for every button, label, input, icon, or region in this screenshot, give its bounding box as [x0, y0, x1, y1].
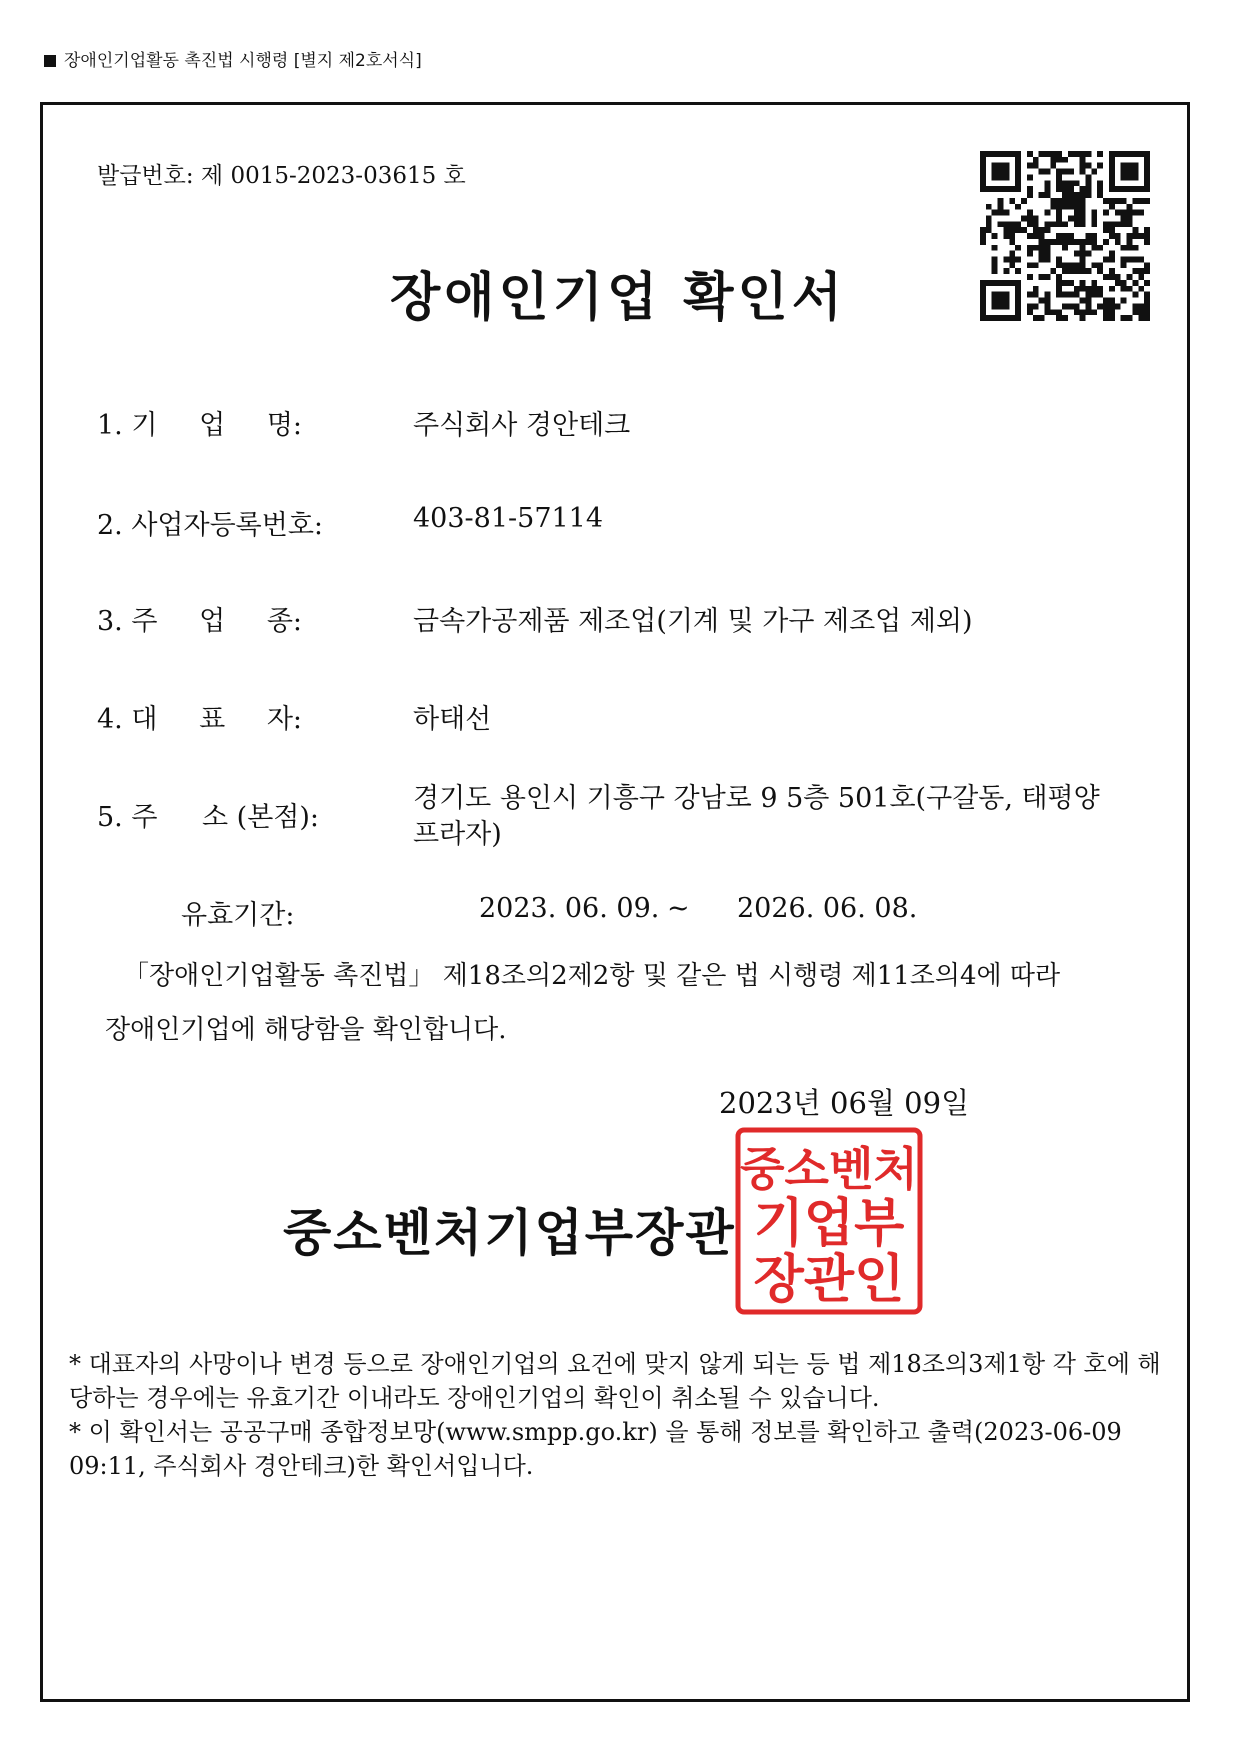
validity-end: 2026. 06. 08. [737, 893, 918, 924]
form-label-text: 장애인기업활동 촉진법 시행령 [별지 제2호서식] [64, 51, 422, 71]
field-label: 표 [199, 704, 226, 735]
form-label [44, 46, 422, 71]
field-business-type [97, 599, 973, 638]
field-label: 3. 주 [97, 606, 158, 637]
validity-tilde: ~ [667, 893, 690, 924]
seal-text-row: 장관인 [753, 1250, 905, 1310]
field-representative [97, 697, 492, 736]
issue-number: 발급번호: 제 0015-2023-03615 호 [97, 163, 466, 189]
field-label: 업 [199, 410, 226, 441]
validity-start: 2023. 06. 09. [479, 893, 660, 924]
official-seal [733, 1125, 925, 1317]
field-value: 금속가공제품 제조업(기계 및 가구 제조업 제외) [413, 606, 973, 637]
validity-label: 유효기간: [181, 900, 295, 931]
confirmation-line-1: 「장애인기업활동 촉진법」 제18조의2제2항 및 같은 법 시행령 제11조의4에 따라 [123, 961, 1061, 991]
field-label: 4. 대 [97, 704, 158, 735]
certificate-frame [40, 102, 1190, 1702]
field-value: 경기도 용인시 기흥구 강남로 9 5층 501호(구갈동, 태평양프라자) [413, 783, 1100, 850]
document-title: 장애인기업 확인서 [390, 267, 846, 328]
field-label: 자: [266, 704, 302, 735]
footnote: * 이 확인서는 공공구매 종합정보망(www.smpp.go.kr) 을 통해 정보를 확인하고 출력(2023-06-09 09:11, 주식회사 경안테크)한 확인서입니다. [69, 1418, 1122, 1480]
field-label: 명: [266, 410, 302, 441]
field-label: 5. 주 [97, 802, 158, 833]
field-label: 2. 사업자등록번호: [97, 510, 324, 541]
field-label: 1. 기 [97, 410, 158, 441]
square-bullet-icon [44, 55, 56, 67]
field-company-name [97, 403, 631, 442]
field-business-number [97, 503, 604, 542]
field-address [97, 783, 1100, 850]
field-label: 소 (본점): [202, 802, 319, 833]
issuer-name: 중소벤처기업부장관 [283, 1203, 736, 1262]
footnote: * 대표자의 사망이나 변경 등으로 장애인기업의 요건에 맞지 않게 되는 등 법 제18조의3제1항 각 호에 해당하는 경우에는 유효기간 이내라도 장애인기업의 확인이 취소될 수 있습니다. [69, 1350, 1161, 1412]
field-value: 주식회사 경안테크 [413, 410, 631, 441]
seal-text-row: 기업부 [753, 1194, 905, 1254]
field-label: 업 [199, 606, 226, 637]
field-label: 종: [266, 606, 302, 637]
issue-date: 2023년 06월 09일 [719, 1086, 970, 1120]
field-value: 403-81-57114 [413, 503, 604, 534]
footnotes [69, 1347, 1164, 1483]
field-value: 하태선 [413, 704, 492, 735]
seal-text-row: 중소벤처 [740, 1142, 918, 1196]
confirmation-line-2: 장애인기업에 해당함을 확인합니다. [105, 1015, 507, 1045]
